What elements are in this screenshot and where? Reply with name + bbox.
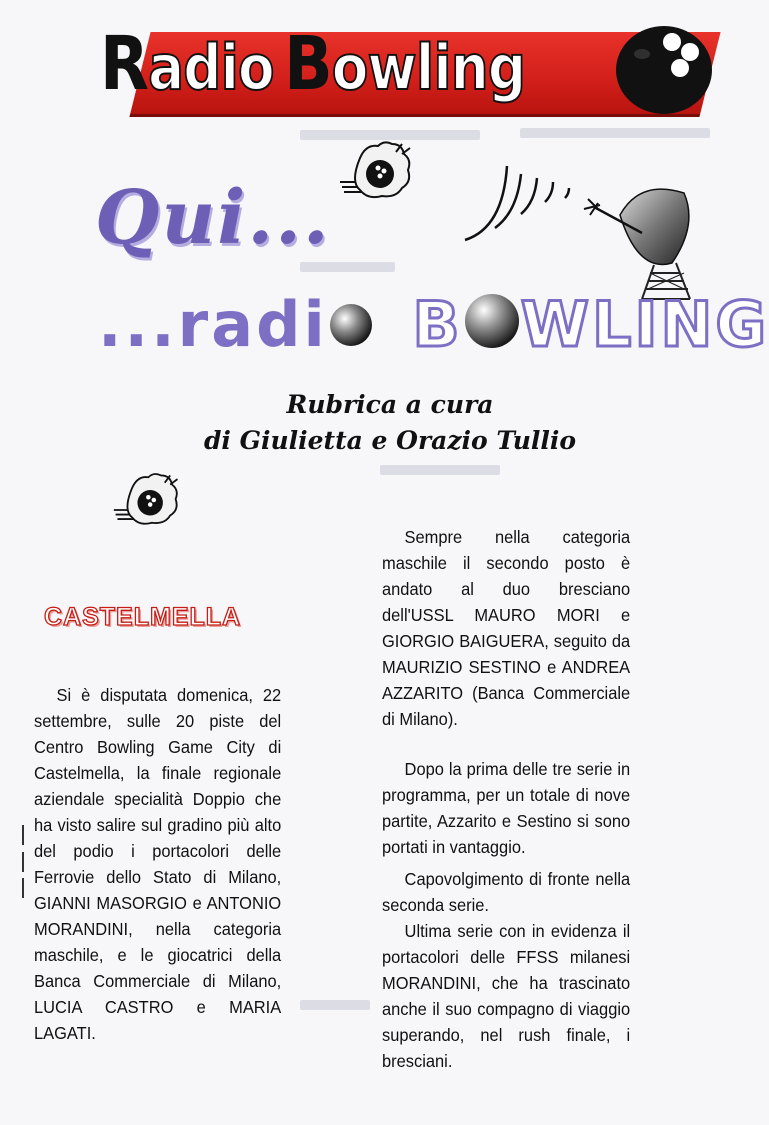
article-paragraph: Ultima serie con in evidenza il portacolori delle FFSS milanesi MORANDINI, che ha trascinato anche il suo compagno di viaggio superando, nel rush finale, i bresciani.: [382, 921, 631, 1071]
bleed-through: [380, 465, 500, 475]
headline-bowling-word: WLING: [520, 288, 769, 361]
article-column-left: [34, 682, 281, 1046]
byline-line-1: Rubrica a cura: [286, 390, 494, 419]
banner-letter-r: R: [100, 21, 149, 107]
radio-bowling-banner: [100, 18, 725, 118]
bowling-ball-icon: [328, 302, 374, 348]
banner-letter-b: B: [284, 21, 332, 107]
article-paragraph: Capovolgimento di fronte nella seconda serie.: [382, 869, 631, 915]
banner-word-owling: owling: [331, 31, 526, 104]
radio-waves-icon: [455, 150, 595, 250]
article-paragraph: Si è disputata domenica, 22 settembre, sulle 20 piste del Centro Bowling Game City di Castelmella, la finale regionale aziendale specialità Doppio che ha visto salire sul gradino più alto del podio i portacolori delle Ferrovie dello Stato di Milano, GIANNI MASORGIO e ANTONIO MORANDINI, nella categoria maschile, e le giocatrici della Banca Commerciale di Milano, LUCIA CASTRO e MARIA LAGATI.: [34, 685, 282, 1043]
headline-qui: Qui...: [95, 175, 331, 261]
bleed-through: [520, 128, 710, 138]
margin-mark: [22, 878, 24, 898]
article-paragraph: Sempre nella categoria maschile il secondo posto è andato al duo bresciano dell'USSL MAURO MORI e GIORGIO BAIGUERA, seguito da MAURIZIO SESTINO e ANDREA AZZARITO (Banca Commerciale di Milano).: [382, 527, 631, 729]
bleed-through: [300, 130, 480, 140]
section-title: CASTELMELLA: [44, 603, 242, 631]
bowling-ball-mascot-icon: [112, 470, 192, 530]
article-column-right: [382, 524, 630, 1074]
bowling-ball-icon: [608, 18, 718, 118]
article-paragraph: Dopo la prima delle tre serie in programma, per un totale di nove partite, Azzarito e Sestino si sono portati in vantaggio.: [382, 759, 631, 857]
headline-radio-bowling: [98, 288, 769, 361]
margin-mark: [22, 825, 24, 845]
headline-radio-word: ...radi: [98, 288, 328, 361]
margin-mark: [22, 852, 24, 872]
bleed-through: [300, 1000, 370, 1010]
banner-title: [100, 21, 526, 107]
bleed-through: [300, 262, 395, 272]
bowling-ball-mascot-icon: [338, 140, 426, 202]
headline-bowling-letter-b: B: [412, 288, 463, 361]
bowling-ball-icon: [463, 292, 521, 350]
byline-line-2: di Giulietta e Orazio Tullio: [203, 426, 577, 455]
banner-word-adio: adio: [148, 31, 274, 104]
satellite-dish-icon: [580, 185, 705, 300]
